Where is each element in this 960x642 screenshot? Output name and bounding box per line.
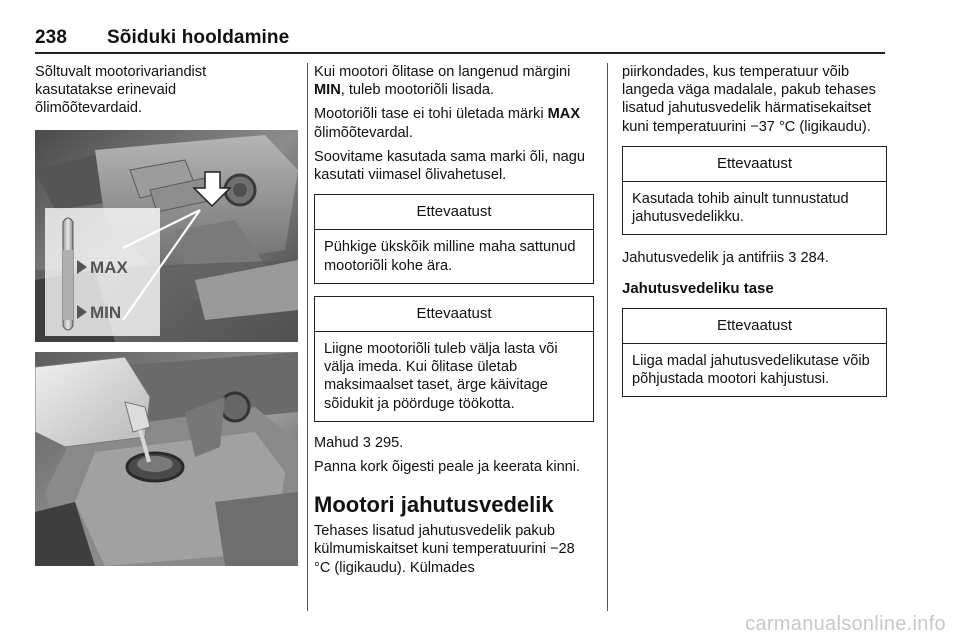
page-number: 238 bbox=[35, 27, 68, 48]
reference-antifreeze: Jahutusvedelik ja antifriis 3 284. bbox=[622, 250, 829, 267]
caution-box-3 bbox=[622, 146, 887, 236]
dipstick-photo bbox=[35, 130, 298, 342]
caution-text: Liigne mootoriõli tuleb välja lasta või välja imeda. Kui õlitase ületab maksimaalset taset, ärge käivitage sõidukit ja pöörduge töökotta. bbox=[324, 341, 558, 412]
max-mark: MAX bbox=[547, 106, 581, 123]
paragraph-coolant: Tehases lisatud jahutusvedelik pakub külmumiskaitset kuni temperatuurini −28 °C (ligikaudu). Külmades bbox=[314, 523, 575, 576]
caution-text: Liiga madal jahutusvedelikutase võib põhjustada mootori kahjustusi. bbox=[632, 353, 870, 388]
caution-title: Ettevaatust bbox=[315, 297, 593, 332]
watermark: carmanualsonline.info bbox=[745, 613, 946, 635]
intro-text: Sõltuvalt mootorivariandist kasutatakse erinevaid õlimõõtevardaid. bbox=[35, 64, 207, 117]
page-reference-link[interactable]: 284. bbox=[796, 250, 829, 267]
min-mark: MIN bbox=[314, 82, 341, 99]
max-label: MAX bbox=[90, 258, 128, 277]
caution-box-2 bbox=[314, 296, 594, 422]
caution-text: Kasutada tohib ainult tunnustatud jahutusvedelikku. bbox=[632, 191, 849, 226]
reference-capacities: Mahud 3 295. bbox=[314, 434, 404, 451]
paragraph-frost: piirkondades, kus temperatuur võib langeda väga madalale, pakub tehases lisatud jahutusvedelik härmatisekaitset kuni temperatuurini −37 °C (ligikaudu). bbox=[622, 64, 876, 135]
page-reference-arrow-icon: 3 bbox=[788, 250, 797, 267]
caution-box-4 bbox=[622, 308, 887, 398]
page-header bbox=[35, 27, 289, 49]
caution-box-1 bbox=[314, 194, 594, 284]
section-heading: Mootori jahutusvedelik bbox=[314, 492, 554, 518]
caution-text: Pühkige ükskõik milline maha sattunud mootoriõli kohe ära. bbox=[324, 239, 576, 274]
min-label: MIN bbox=[90, 303, 122, 322]
page-reference-arrow-icon: 3 bbox=[362, 434, 371, 451]
oil-refill-photo bbox=[35, 352, 298, 566]
caution-title: Ettevaatust bbox=[623, 147, 886, 182]
caution-title: Ettevaatust bbox=[623, 309, 886, 344]
paragraph-brand: Soovitame kasutada sama marki õli, nagu kasutati viimasel õlivahetusel. bbox=[314, 148, 585, 184]
page-reference-link[interactable]: 295. bbox=[370, 434, 404, 451]
column-divider-2 bbox=[607, 63, 608, 611]
column-1 bbox=[35, 63, 300, 124]
header-rule bbox=[35, 52, 885, 54]
section-title: Sõiduki hooldamine bbox=[107, 27, 290, 48]
column-divider-1 bbox=[307, 63, 308, 611]
caution-title: Ettevaatust bbox=[315, 195, 593, 230]
paragraph-cap: Panna kork õigesti peale ja keerata kinni. bbox=[314, 459, 581, 476]
column-2 bbox=[314, 63, 594, 583]
column-3 bbox=[622, 63, 887, 409]
subsection-heading: Jahutusvedeliku tase bbox=[622, 279, 774, 297]
paragraph-max: Mootoriõli tase ei tohi ületada märki MAX õlimõõtevardal. bbox=[314, 106, 581, 141]
paragraph-min: Kui mootori õlitase on langenud märgini MIN, tuleb mootoriõli lisada. bbox=[314, 64, 571, 99]
